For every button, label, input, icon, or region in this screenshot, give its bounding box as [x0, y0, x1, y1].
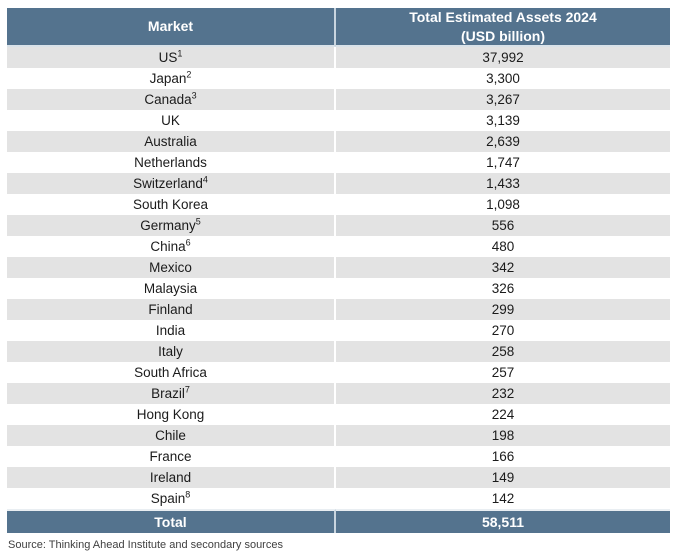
assets-value-cell: 326 [336, 278, 670, 299]
table-row [7, 194, 670, 215]
assets-column-header [336, 8, 670, 47]
table-row [7, 173, 670, 194]
market-cell [7, 152, 336, 173]
assets-value-cell: 3,267 [336, 89, 670, 110]
footnote-marker: 8 [185, 489, 191, 500]
assets-value-cell: 166 [336, 446, 670, 467]
assets-value-cell: 480 [336, 236, 670, 257]
market-cell [7, 467, 336, 488]
market-name: China [150, 239, 186, 254]
footnote-marker: 4 [202, 174, 208, 185]
assets-table [7, 8, 670, 533]
assets-value-cell: 3,300 [336, 68, 670, 89]
market-cell [7, 68, 336, 89]
table-row [7, 446, 670, 467]
table-body [7, 47, 670, 509]
footnote-marker: 1 [177, 48, 183, 59]
header-row [7, 8, 670, 47]
market-name: Netherlands [134, 155, 207, 170]
market-cell [7, 236, 336, 257]
market-cell [7, 278, 336, 299]
market-name: Italy [158, 344, 183, 359]
market-cell [7, 341, 336, 362]
assets-value-cell: 257 [336, 362, 670, 383]
market-name: Chile [155, 428, 186, 443]
market-cell [7, 488, 336, 509]
total-label: Total [7, 509, 336, 533]
table-row [7, 68, 670, 89]
table-row [7, 362, 670, 383]
assets-value-cell: 258 [336, 341, 670, 362]
table-row [7, 299, 670, 320]
assets-value-cell: 270 [336, 320, 670, 341]
table-row [7, 404, 670, 425]
total-row [7, 509, 670, 533]
market-name: India [155, 323, 186, 338]
assets-value-cell: 1,747 [336, 152, 670, 173]
market-name: Brazil [151, 386, 185, 401]
market-cell [7, 404, 336, 425]
assets-value-cell: 198 [336, 425, 670, 446]
market-cell [7, 257, 336, 278]
assets-value-cell: 224 [336, 404, 670, 425]
assets-value-cell: 1,433 [336, 173, 670, 194]
assets-value-cell: 149 [336, 467, 670, 488]
market-cell [7, 194, 336, 215]
market-name: South Korea [132, 197, 209, 212]
market-name: Switzerland [133, 176, 203, 191]
market-cell [7, 320, 336, 341]
market-column-header: Market [7, 8, 336, 47]
market-name: France [149, 449, 192, 464]
market-name: Germany [140, 218, 196, 233]
assets-value-cell: 1,098 [336, 194, 670, 215]
assets-value-cell: 37,992 [336, 47, 670, 68]
table-row [7, 89, 670, 110]
table-header [7, 8, 670, 47]
total-value: 58,511 [336, 509, 670, 533]
market-name: Malaysia [143, 281, 198, 296]
assets-value-cell: 3,139 [336, 110, 670, 131]
footnote-marker: 5 [195, 216, 201, 227]
market-cell [7, 362, 336, 383]
assets-value-cell: 142 [336, 488, 670, 509]
market-name: UK [161, 113, 180, 128]
assets-value-cell: 2,639 [336, 131, 670, 152]
market-cell [7, 215, 336, 236]
assets-header-line1: Total Estimated Assets 2024 [409, 9, 597, 26]
table-row [7, 488, 670, 509]
footnote-marker: 2 [186, 69, 192, 80]
source-note: Source: Thinking Ahead Institute and secondary sources [8, 539, 283, 551]
table-row [7, 152, 670, 173]
market-cell [7, 47, 336, 68]
table-footer [7, 509, 670, 533]
market-cell [7, 89, 336, 110]
table-row [7, 257, 670, 278]
table-row [7, 110, 670, 131]
footnote-marker: 3 [191, 90, 197, 101]
assets-value-cell: 299 [336, 299, 670, 320]
market-name: Ireland [149, 470, 192, 485]
market-name: Hong Kong [136, 407, 205, 422]
assets-header-line2: (USD billion) [461, 27, 545, 44]
table-row [7, 383, 670, 404]
market-cell [7, 299, 336, 320]
footnote-marker: 6 [185, 237, 191, 248]
market-cell [7, 131, 336, 152]
market-name: Japan [149, 71, 187, 86]
table-row [7, 236, 670, 257]
table-row [7, 215, 670, 236]
table-row [7, 320, 670, 341]
market-cell [7, 110, 336, 131]
table-row [7, 278, 670, 299]
market-name: South Africa [134, 365, 207, 380]
market-name: Canada [144, 92, 192, 107]
table-row [7, 467, 670, 488]
assets-value-cell: 342 [336, 257, 670, 278]
market-name: Australia [144, 134, 197, 149]
market-cell [7, 446, 336, 467]
table-row [7, 425, 670, 446]
market-cell [7, 173, 336, 194]
market-cell [7, 383, 336, 404]
market-name: Mexico [149, 260, 192, 275]
assets-value-cell: 232 [336, 383, 670, 404]
assets-value-cell: 556 [336, 215, 670, 236]
footnote-marker: 7 [184, 384, 190, 395]
table-row [7, 47, 670, 68]
table-row [7, 131, 670, 152]
market-name: Spain [150, 491, 186, 506]
market-name: US [158, 50, 178, 65]
market-name: Finland [148, 302, 193, 317]
market-cell [7, 425, 336, 446]
table-row [7, 341, 670, 362]
